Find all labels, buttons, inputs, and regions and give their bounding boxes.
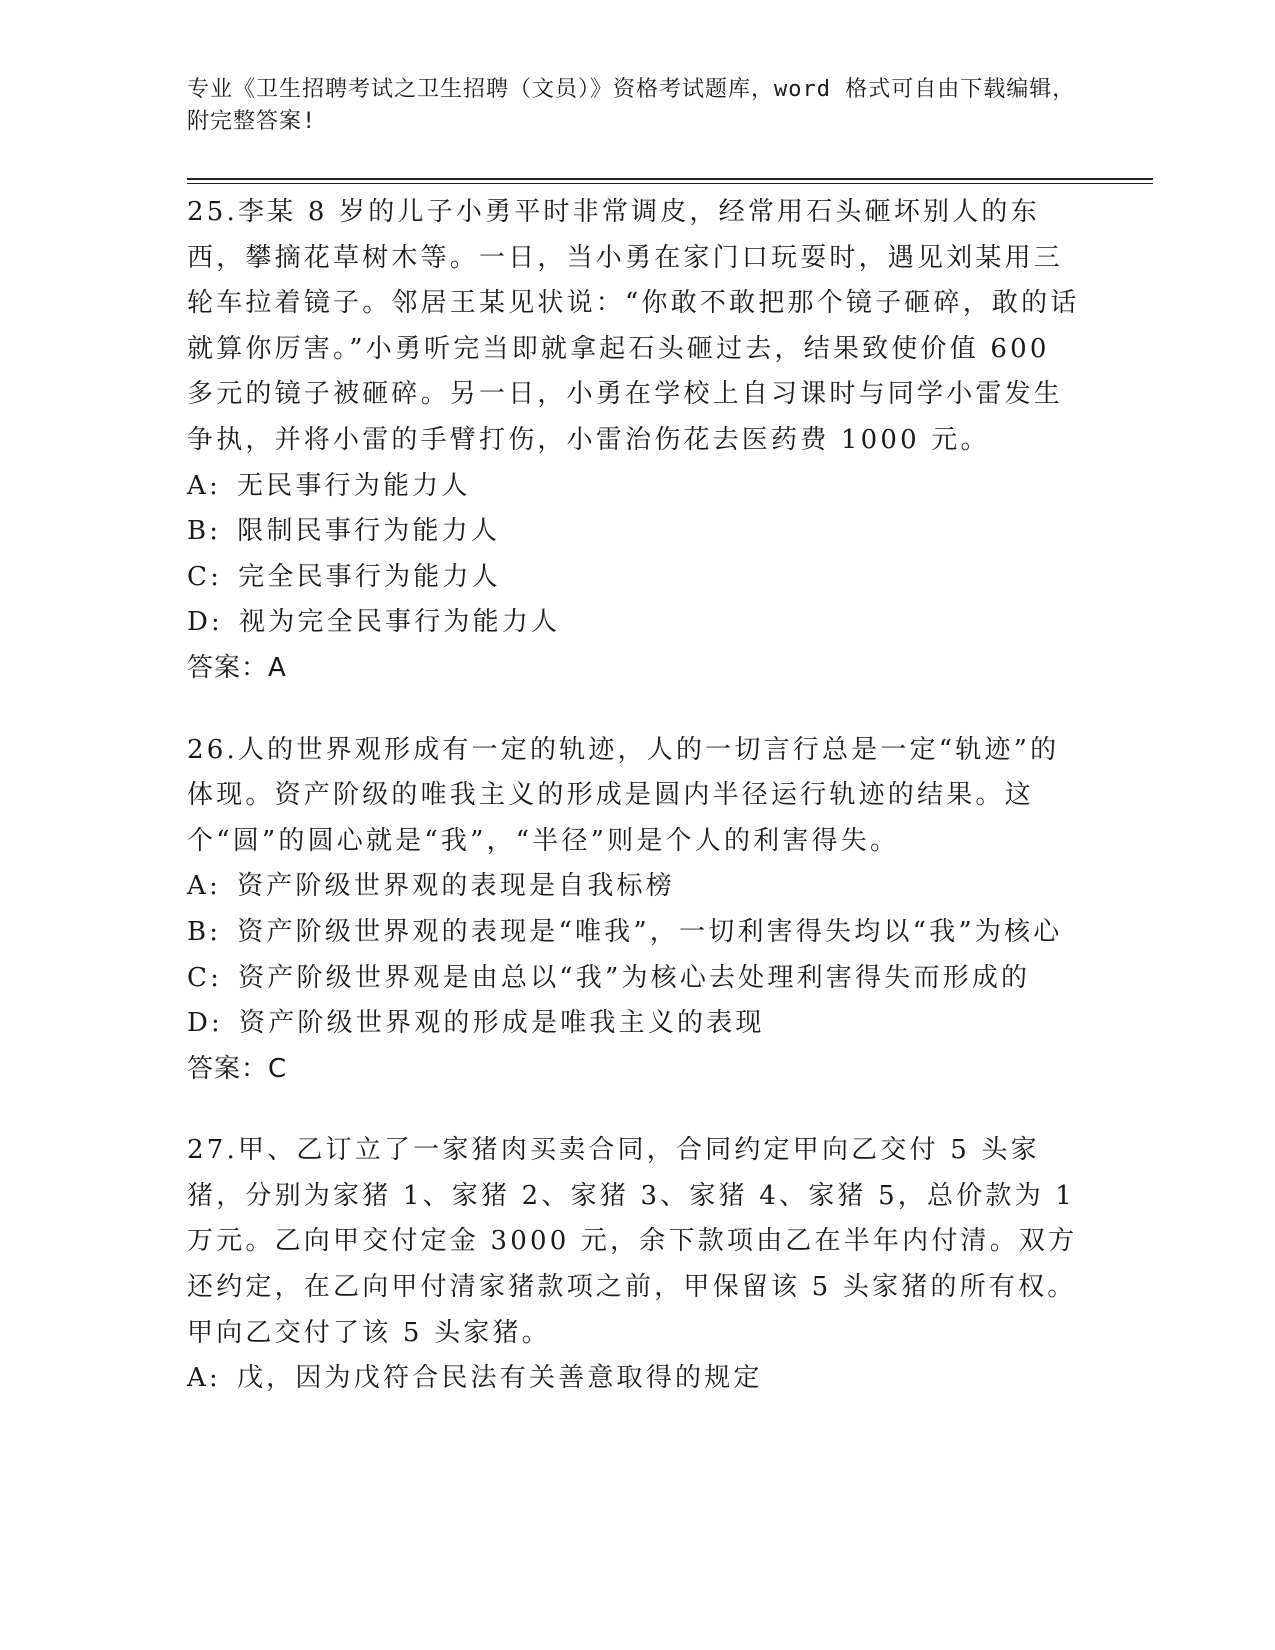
option-key: B: — [187, 916, 222, 947]
document-header — [187, 74, 1087, 138]
option-b — [187, 509, 1087, 555]
question-stem: 27.甲、乙订立了一家猪肉买卖合同，合同约定甲向乙交付 5 头家猪，分别为家猪 1、家猪 2、家猪 3、家猪 4、家猪 5，总价款为 1 万元。乙向甲交付定金 3000 元，余下款项由乙在半年内付清。双方还约定，在乙向甲付清家猪款项之前，甲保留该 5 头家猪的所有权。甲向乙交付了该 5 头家猪。 — [187, 1135, 1078, 1348]
option-text: 视为完全民事行为能力人 — [239, 607, 561, 638]
option-key: A: — [187, 470, 221, 501]
question-26 — [187, 728, 1087, 1093]
question-27 — [187, 1128, 1087, 1402]
option-text: 资产阶级世界观的形成是唯我主义的表现 — [239, 1008, 765, 1039]
option-b — [187, 910, 1087, 956]
option-a — [187, 464, 1087, 510]
option-text: 完全民事行为能力人 — [238, 561, 501, 592]
option-c — [187, 956, 1087, 1002]
option-text: 无民事行为能力人 — [236, 470, 471, 501]
option-key: D: — [187, 1008, 224, 1039]
option-d — [187, 600, 1087, 646]
option-text: 资产阶级世界观的表现是“唯我”，一切利害得失均以“我”为核心 — [237, 916, 1063, 947]
option-key: C: — [187, 962, 223, 993]
option-d — [187, 1001, 1087, 1047]
option-a — [187, 864, 1087, 910]
option-c — [187, 555, 1087, 601]
header-divider — [187, 178, 1153, 184]
option-text: 戊，因为戊符合民法有关善意取得的规定 — [236, 1363, 763, 1394]
header-title: 专业《卫生招聘考试之卫生招聘（文员）》资格考试题库，word 格式可自由下载编辑，附完整答案! — [187, 77, 1076, 134]
option-key: D: — [187, 607, 224, 638]
option-key: A: — [187, 1363, 221, 1394]
option-key: B: — [187, 516, 222, 547]
option-text: 资产阶级世界观的表现是自我标榜 — [236, 871, 675, 902]
option-key: C: — [187, 561, 223, 592]
answer-line: 答案：C — [187, 1053, 288, 1084]
question-25 — [187, 190, 1087, 692]
option-a — [187, 1356, 1087, 1402]
question-stem: 26.人的世界观形成有一定的轨迹，人的一切言行总是一定“轨迹”的体现。资产阶级的唯我主义的形成是圆内半径运行轨迹的结果。这个“圆”的圆心就是“我”，“半径”则是个人的利害得失。 — [187, 734, 1060, 856]
question-stem: 25.李某 8 岁的儿子小勇平时非常调皮，经常用石头砸坏别人的东西，攀摘花草树木等。一日，当小勇在家门口玩耍时，遇见刘某用三轮车拉着镜子。邻居王某见状说：“你敢不敢把那个镜子砸碎，敢的话就算你厉害。”小勇听完当即就拿起石头砸过去，结果致使价值 600 多元的镜子被砸碎。另一日，小勇在学校上自习课时与同学小雷发生争执，并将小雷的手臂打伤，小雷治伤花去医药费 1000 元。 — [187, 197, 1080, 455]
option-text: 限制民事行为能力人 — [237, 516, 501, 547]
answer-line: 答案：A — [187, 652, 287, 683]
option-text: 资产阶级世界观是由总以“我”为核心去处理利害得失而形成的 — [238, 962, 1031, 993]
option-key: A: — [187, 871, 221, 902]
question-list — [187, 190, 1087, 1438]
